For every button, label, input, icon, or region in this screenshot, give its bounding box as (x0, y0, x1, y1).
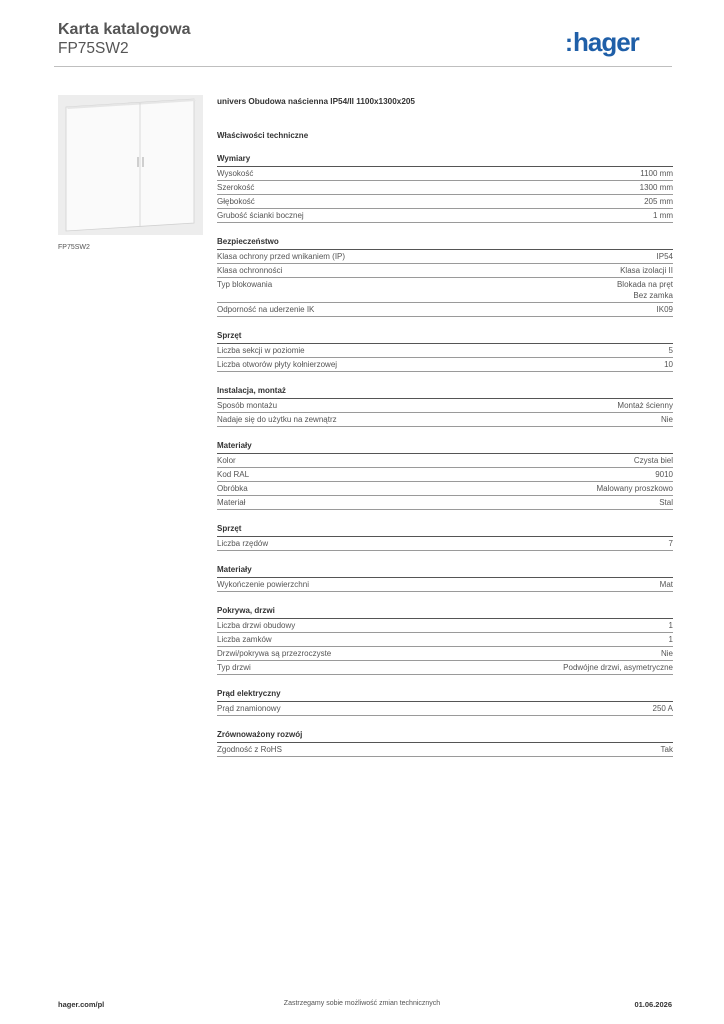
spec-label: Kod RAL (217, 470, 250, 479)
spec-row (217, 278, 673, 303)
spec-label: Typ blokowania (217, 280, 273, 289)
section-title: Bezpieczeństwo (217, 235, 673, 250)
section-title: Prąd elektryczny (217, 687, 673, 702)
spec-content (217, 96, 673, 757)
spec-row (217, 633, 673, 647)
spec-value (617, 400, 673, 411)
spec-section (217, 439, 673, 510)
spec-value-line: IP54 (656, 252, 673, 261)
spec-row (217, 482, 673, 496)
spec-value (620, 265, 673, 276)
spec-row (217, 743, 673, 757)
spec-value (617, 279, 673, 301)
spec-label: Klasa ochronności (217, 266, 283, 275)
spec-label: Odporność na uderzenie IK (217, 305, 315, 314)
spec-value (634, 455, 673, 466)
footer-website[interactable]: hager.com/pl (58, 1000, 105, 1009)
spec-label: Typ drzwi (217, 663, 251, 672)
spec-label: Liczba zamków (217, 635, 272, 644)
spec-row (217, 195, 673, 209)
spec-row (217, 358, 673, 372)
section-title: Materiały (217, 439, 673, 454)
section-title: Pokrywa, drzwi (217, 604, 673, 619)
section-title: Instalacja, montaż (217, 384, 673, 399)
spec-value-line: Stal (659, 498, 673, 507)
spec-row (217, 496, 673, 510)
spec-label: Prąd znamionowy (217, 704, 281, 713)
spec-value-line: 1 (668, 621, 673, 630)
spec-label: Materiał (217, 498, 246, 507)
spec-section (217, 604, 673, 675)
spec-value-line: Czysta biel (633, 456, 673, 465)
spec-value-line: 1100 mm (640, 169, 673, 178)
spec-row (217, 250, 673, 264)
spec-section (217, 152, 673, 223)
spec-value (669, 538, 673, 549)
spec-section (217, 687, 673, 716)
spec-value (653, 210, 673, 221)
spec-section (217, 329, 673, 372)
spec-value (657, 304, 673, 315)
spec-value-line: Klasa izolacji II (620, 266, 673, 275)
spec-sections (217, 152, 673, 757)
spec-value (661, 648, 673, 659)
spec-value (669, 634, 673, 645)
spec-label: Nadaje się do użytku na zewnątrz (217, 415, 337, 424)
spec-value-line: Blokada na pręt (616, 280, 673, 289)
spec-value-line: Nie (660, 649, 673, 658)
spec-value-line: 1 (668, 635, 673, 644)
spec-row (217, 578, 673, 592)
spec-row (217, 537, 673, 551)
spec-label: Wysokość (217, 169, 254, 178)
spec-row (217, 468, 673, 482)
spec-heading: Właściwości techniczne (217, 131, 309, 140)
spec-value (640, 182, 673, 193)
spec-row (217, 661, 673, 675)
spec-value (657, 251, 673, 262)
spec-row (217, 181, 673, 195)
spec-row (217, 399, 673, 413)
spec-section (217, 522, 673, 551)
spec-label: Liczba otworów płyty kołnierzowej (217, 360, 338, 369)
footer-date: 01.06.2026 (634, 1000, 672, 1009)
spec-value (563, 662, 673, 673)
spec-row (217, 619, 673, 633)
spec-value-line: 205 mm (644, 197, 673, 206)
header-divider (54, 66, 672, 67)
spec-row (217, 647, 673, 661)
section-title: Zrównoważony rozwój (217, 728, 673, 743)
spec-value (661, 744, 673, 755)
spec-label: Liczba sekcji w poziomie (217, 346, 305, 355)
spec-label: Klasa ochrony przed wnikaniem (IP) (217, 252, 346, 261)
spec-label: Głębokość (217, 197, 255, 206)
spec-value-line: 7 (668, 539, 673, 548)
spec-value-line: Montaż ścienny (617, 401, 673, 410)
spec-row (217, 344, 673, 358)
hager-logo: :hager (565, 27, 639, 57)
spec-value (669, 620, 673, 631)
spec-value (597, 483, 673, 494)
image-caption: FP75SW2 (58, 244, 90, 251)
spec-value (661, 414, 673, 425)
spec-value-line: 250 A (652, 704, 673, 713)
spec-value-line: Mat (659, 580, 673, 589)
spec-value-line: Tak (660, 745, 673, 754)
spec-value-line: 1300 mm (639, 183, 673, 192)
spec-label: Wykończenie powierzchni (217, 580, 309, 589)
spec-value-line: Podwójne drzwi, asymetryczne (563, 663, 673, 672)
spec-label: Liczba rzędów (217, 539, 269, 548)
spec-row (217, 209, 673, 223)
spec-value (655, 469, 673, 480)
spec-label: Grubość ścianki bocznej (217, 211, 304, 220)
spec-row (217, 303, 673, 317)
spec-value-line: 9010 (655, 470, 673, 479)
product-code: FP75SW2 (58, 40, 129, 57)
section-title: Sprzęt (217, 522, 673, 537)
spec-row (217, 454, 673, 468)
spec-value-line: Malowany proszkowo (596, 484, 673, 493)
product-name: univers Obudowa naścienna IP54/II 1100x1300x205 (217, 97, 415, 106)
spec-value (644, 196, 673, 207)
product-image (58, 95, 203, 235)
spec-label: Obróbka (217, 484, 248, 493)
spec-value-line: 10 (664, 360, 673, 369)
spec-value (664, 359, 673, 370)
spec-value-line: Bez zamka (633, 291, 673, 300)
spec-label: Drzwi/pokrywa są przezroczyste (217, 649, 332, 658)
spec-label: Liczba drzwi obudowy (217, 621, 296, 630)
spec-value (659, 497, 673, 508)
spec-value-line: Nie (660, 415, 673, 424)
spec-section (217, 563, 673, 592)
spec-row (217, 702, 673, 716)
spec-value-line: 1 mm (653, 211, 673, 220)
spec-value (660, 579, 673, 590)
spec-value (640, 168, 673, 179)
spec-section (217, 728, 673, 757)
spec-value (653, 703, 673, 714)
footer-notice: Zastrzegamy sobie możliwość zmian technicznych (283, 1000, 441, 1007)
spec-value-line: 5 (668, 346, 673, 355)
spec-label: Zgodność z RoHS (217, 745, 282, 754)
spec-section (217, 235, 673, 317)
spec-label: Kolor (217, 456, 236, 465)
spec-row (217, 264, 673, 278)
section-title: Materiały (217, 563, 673, 578)
spec-value (669, 345, 673, 356)
page-title: Karta katalogowa (58, 21, 191, 38)
spec-label: Sposób montażu (217, 401, 278, 410)
spec-value-line: IK09 (656, 305, 673, 314)
spec-section (217, 384, 673, 427)
section-title: Sprzęt (217, 329, 673, 344)
spec-label: Szerokość (217, 183, 255, 192)
spec-row (217, 167, 673, 181)
section-title: Wymiary (217, 152, 673, 167)
spec-row (217, 413, 673, 427)
